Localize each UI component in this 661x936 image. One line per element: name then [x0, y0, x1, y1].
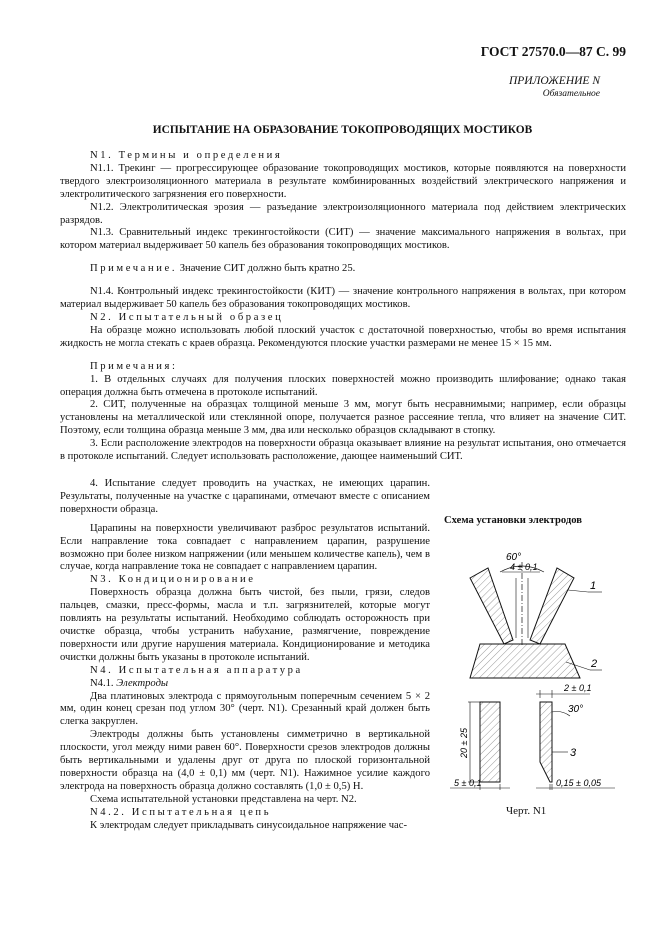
section-title: ИСПЫТАНИЕ НА ОБРАЗОВАНИЕ ТОКОПРОВОДЯЩИХ МОСТИКОВ [152, 124, 533, 136]
note-text: Значение СИТ должно быть кратно 25. [179, 263, 356, 275]
paragraph-n4-1-c: Схема испытательной установки представлена на черт. N2. [90, 793, 357, 805]
appendix-block [470, 75, 600, 101]
paragraph-n1-4: N1.4. Контрольный индекс трекингостойкости (КИТ) — значение контрольного напряжения в вольтах, при котором материал выдерживает 50 капель без образования токопроводящих мостиков. [60, 286, 626, 311]
cut-angle-label: 30° [568, 704, 584, 715]
note-3: 3. Если расположение электродов на поверхности образца оказывает влияние на результат испытания, оно отмечается в протоколе испытаний. Следует использовать расположение, дающее наименьший СИТ. [60, 438, 626, 463]
appendix-title: ПРИЛОЖЕНИЕ N [508, 75, 600, 87]
width-label: 5 ± 0,1 [454, 778, 482, 788]
paragraph-n1-2: N1.2. Электролитическая эрозия — разъедание электроизоляционного материала под действием электрических разрядов. [60, 201, 626, 226]
page-header: ГОСТ 27570.0—87 С. 99 [480, 44, 626, 59]
heading-notes: Примечания: [90, 360, 178, 372]
angle-label: 60° [506, 552, 522, 563]
paragraph-n1-3: N1.3. Сравнительный индекс трекингостойкости (СИТ) — значение максимального напряжения в вольтах, при котором материал выдерживает 50 капель без образования токопроводящих мостиков. [60, 227, 626, 252]
heading-circuit: N4.2. Испытательная цепь [90, 806, 272, 818]
drawing-label: Черт. N1 [506, 805, 547, 817]
electrode-front-view [450, 702, 510, 790]
tip-label: 0,15 ± 0,05 [556, 778, 601, 788]
heading-apparatus: N4. Испытательная аппаратура [90, 664, 303, 676]
appendix-status: Обязательное [542, 89, 600, 99]
heading-terms: N1. Термины и определения [90, 150, 283, 161]
gap-label: 4 ± 0,1 [510, 562, 538, 572]
note-sit [60, 263, 626, 276]
electrodes-title: Электроды [116, 677, 169, 689]
callout-3: 3 [570, 747, 577, 759]
paragraph-n1-1: N1.1. Трекинг — прогрессирующее образование токопроводящих мостиков, которые появляются на поверхности твердого электроизоляционного материала в результате комбинированных воздействий электрического напряжения и электролитического загрязнения его поверхности. [60, 162, 626, 200]
note-label: Примечание. [90, 263, 178, 275]
paragraph-n4-1-a: Два платиновых электрода с прямоугольным поперечным сечением 5 × 2 мм, один конец срезан под углом 30° (черт. N1). Срезанный край должен быть слегка закруглен. [60, 690, 430, 728]
heading-specimen: N2. Испытательный образец [90, 311, 284, 323]
note-4: 4. Испытание следует проводить на участках, не имеющих царапин. Результаты, полученные на участке с царапинами, отмечают вместе с описанием поверхности образца. [60, 478, 430, 515]
paragraph-n2: На образце можно использовать любой плоский участок с достаточной поверхностью, чтобы во время испытания жидкость не могла стекать с краев образца. Рекомендуются плоские участки размерами не менее 15 × 15 мм. [60, 324, 626, 349]
thickness-label: 2 ± 0,1 [564, 683, 592, 693]
left-column-text [60, 478, 430, 832]
figure-caption: Схема установки электродов [444, 515, 582, 526]
paragraph-n4-1-b: Электроды должны быть установлены симметрично в вертикальной плоскости, угол между ними равен 60°. Поверхности срезов электродов должны быть вертикальными и удалены друг от друга по плоской горизонтальной поверхности образца на (4,0 ± 0,1) мм (черт. N1). Нажимное усилие каждого электрода на поверхность образца должно составлять (1,0 ± 0,5) Н. [60, 729, 430, 792]
paragraph-n4-2: К электродам следует прикладывать синусоидальное напряжение час- [90, 819, 407, 831]
length-label: 20 ± 25 [459, 728, 469, 758]
electrode-figure [440, 540, 640, 830]
callout-2: 2 [591, 658, 598, 670]
scratches-note: Царапины на поверхности увеличивают разброс результатов испытаний. Если направление тока совпадает с направлением царапин, разрушение возможно при более низком напряжении (или меньшем количестве капель), чем в случае, когда направление тока не совпадает с направлением царапин. [60, 522, 430, 573]
full-width-text [60, 150, 626, 464]
heading-electrodes [60, 678, 430, 691]
heading-conditioning: N3. Кондиционирование [90, 574, 256, 586]
note-2: 2. СИТ, полученные на образцах толщиной меньше 3 мм, могут быть несравнимыми; например, если образцы установлены на металлической или стеклянной опоре, получается разное рассеяние тепла, что влияет на значение СИТ. Поэтому, если толщина образца меньше 3 мм, два или несколько образцов складывают в стопку. [60, 399, 626, 437]
electrodes-number: N4.1. [90, 677, 114, 689]
callout-1: 1 [590, 580, 597, 592]
specimen-block [470, 644, 602, 678]
electrode-top-view [470, 552, 602, 645]
paragraph-n3: Поверхность образца должна быть чистой, без пыли, грязи, следов пальцев, смазки, пресс-формы, масла и т.п. загрязнителей, которые могут повлиять на результаты испытаний. Необходимо соблюдать осторожность при очистке образца, чтобы устранить набухание, размягчение, повреждение поверхности или другие нарушения материала. Кондиционирование и методика очистки должны быть указаны в протоколе испытаний. [60, 587, 430, 663]
electrode-side-view [536, 683, 615, 790]
note-1: 1. В отдельных случаях для получения плоских поверхностей можно производить шлифование; однако такая операция должна быть отмечена в протоколе испытаний. [60, 373, 626, 398]
